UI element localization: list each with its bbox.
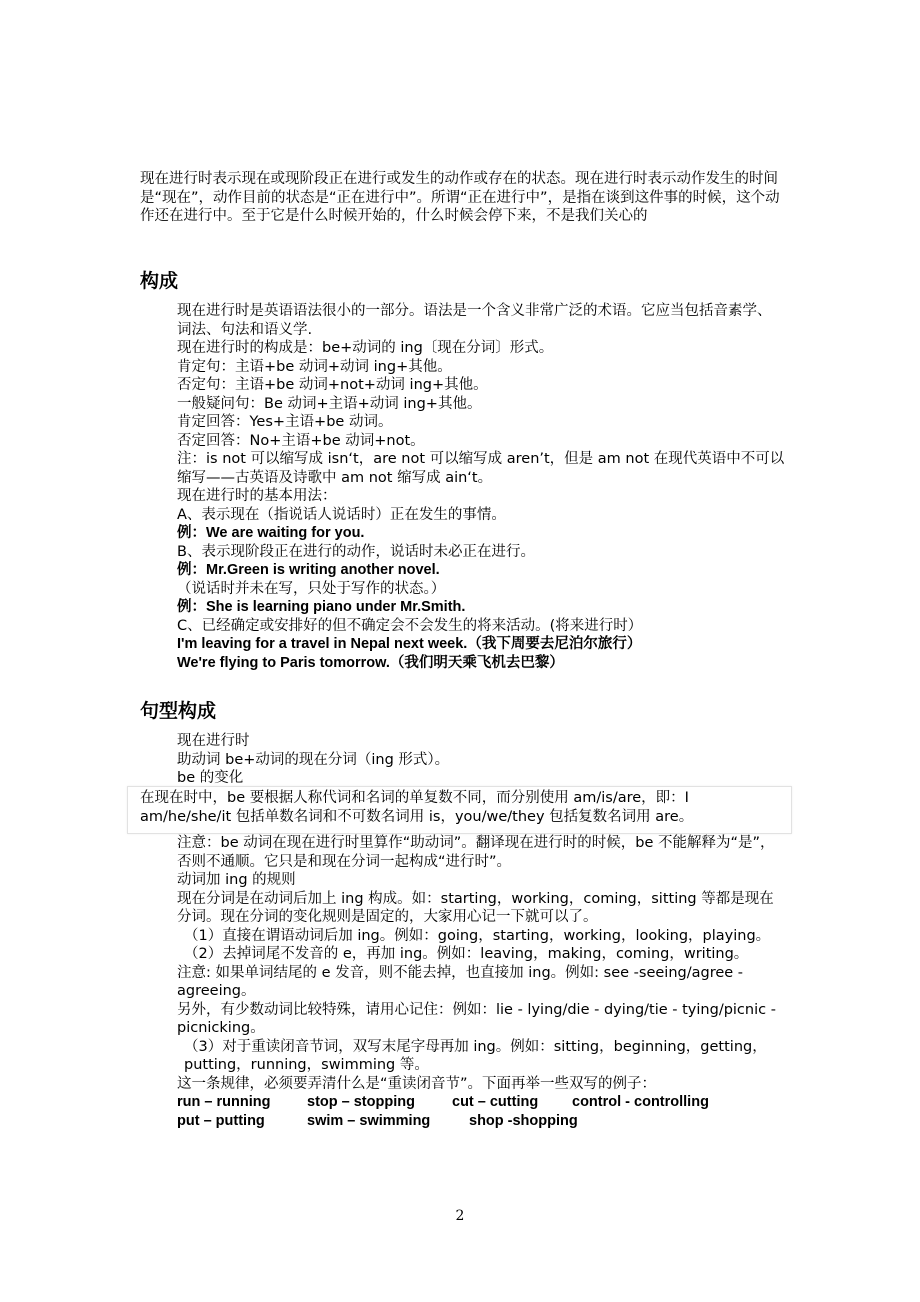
usage-a: A、表示现在（指说话人说话时）正在发生的事情。	[177, 506, 506, 523]
pattern-section-top	[140, 732, 785, 788]
double-examples-row-1	[140, 1093, 785, 1112]
usage-c-example-2: We're flying to Paris tomorrow.（我们明天乘飞机去巴黎）	[177, 654, 564, 671]
contraction-note: 注：is not 可以缩写成 isn‘t，are not 可以缩写成 aren’t，但是 am not 在现代英语中不可以缩写——古英语及诗歌中 am not 缩写成 ain‘t。	[177, 451, 785, 486]
double-examples-row-2	[140, 1112, 785, 1131]
negative-line: 否定句：主语+be 动词+not+动词 ing+其他。	[177, 377, 488, 393]
usage-title: 现在进行时的基本用法：	[177, 488, 337, 504]
heading-sentence-pattern: 句型构成	[140, 701, 217, 722]
heading-composition: 构成	[140, 271, 179, 292]
rule-1: （1）直接在谓语动词后加 ing。例如：going，starting，working，looking，playing。	[184, 927, 771, 944]
usage-c-example-1: I'm leaving for a travel in Nepal next week.（我下周要去尼泊尔旅行）	[177, 636, 642, 652]
example-pair: stop – stopping	[307, 1094, 415, 1110]
affirmative-line: 肯定句：主语+be 动词+动词 ing+其他。	[177, 358, 452, 375]
attention-note: 注意：be 动词在现在进行时里算作“助动词”。翻译现在进行时的时候，be 不能解释为“是”，否则不通顺。它只是和现在分词一起构成“进行时”。	[177, 835, 775, 870]
be-variation-text: 在现在时中，be 要根据人称代词和名词的单复数不同，而分别使用 am/is/are，即：I am/he/she/it 包括单数名词和不可数名词用 is，you/we/they 包括复数名词用 are。	[140, 790, 694, 825]
usage-c: C、已经确定或安排好的但不确定会不会发生的将来活动。(将来进行时）	[177, 617, 643, 634]
structure-line: 现在进行时的构成是：be+动词的 ing〔现在分词〕形式。	[177, 340, 554, 356]
usage-a-example: 例：We are waiting for you.	[177, 525, 365, 541]
special-verbs: 另外，有少数动词比较特殊，请用心记住：例如：lie - lying/die - dying/tie - tying/picnic - picnicking。	[177, 1001, 776, 1036]
usage-b-example-2: 例：She is learning piano under Mr.Smith.	[177, 599, 466, 615]
no-answer-line: 否定回答：No+主语+be 动词+not。	[177, 432, 425, 449]
rule-2: （2）去掉词尾不发音的 e，再加 ing。例如：leaving，making，coming，writing。	[184, 946, 749, 962]
usage-b-example: 例：Mr.Green is writing another novel.	[177, 562, 440, 578]
composition-section	[140, 302, 785, 672]
example-pair: put – putting	[177, 1112, 265, 1129]
pattern-section-bottom	[140, 834, 785, 1130]
composition-intro: 现在进行时是英语语法很小的一部分。语法是一个含义非常广泛的术语。它应当包括音素学、词法、句法和语义学.	[177, 303, 772, 338]
pattern-line-2: 助动词 be+动词的现在分词（ing 形式）。	[177, 751, 450, 768]
yes-answer-line: 肯定回答：Yes+主语+be 动词。	[177, 414, 393, 430]
rule-2-note: 注意: 如果单词结尾的 e 发音，则不能去掉，也直接加 ing。例如: see -seeing/agree - agreeing。	[177, 964, 744, 999]
ing-rules-paragraph: 现在分词是在动词后加上 ing 构成。如：starting，working，coming，sitting 等都是现在分词。现在分词的变化规则是固定的，大家用心记一下就可以了。	[177, 890, 774, 925]
pattern-line-1: 现在进行时	[177, 733, 250, 749]
question-line: 一般疑问句：Be 动词+主语+动词 ing+其他。	[177, 395, 482, 412]
usage-b: B、表示现阶段正在进行的动作，说话时未必正在进行。	[177, 543, 535, 560]
example-pair: cut – cutting	[452, 1094, 539, 1110]
intro-paragraph: 现在进行时表示现在或现阶段正在进行或发生的动作或存在的状态。现在进行时表示动作发生的时间是“现在”，动作目前的状态是“正在进行中”。所谓“正在进行中”，是指在谈到这件事的时候，这个动作还在进行中。至于它是什么时候开始的，什么时候会停下来，不是我们关心的	[140, 171, 780, 224]
rule-3-note: 这一条规律，必须要弄清什么是“重读闭音节”。下面再举一些双写的例子：	[177, 1075, 657, 1092]
usage-b-note: （说话时并未在写，只处于写作的状态。）	[177, 580, 446, 597]
pattern-line-3: be 的变化	[177, 770, 244, 786]
example-pair: run – running	[177, 1094, 271, 1110]
example-pair: shop -shopping	[469, 1112, 578, 1129]
example-pair: swim – swimming	[307, 1112, 431, 1129]
rule-3: （3）对于重读闭音节词，双写末尾字母再加 ing。例如：sitting，beginning，getting，putting，running，swimming 等。	[184, 1038, 767, 1073]
example-pair: control - controlling	[572, 1094, 709, 1110]
page-number: 2	[455, 1208, 465, 1224]
ing-rules-title: 动词加 ing 的规则	[177, 872, 296, 888]
be-variation-box	[127, 786, 792, 834]
